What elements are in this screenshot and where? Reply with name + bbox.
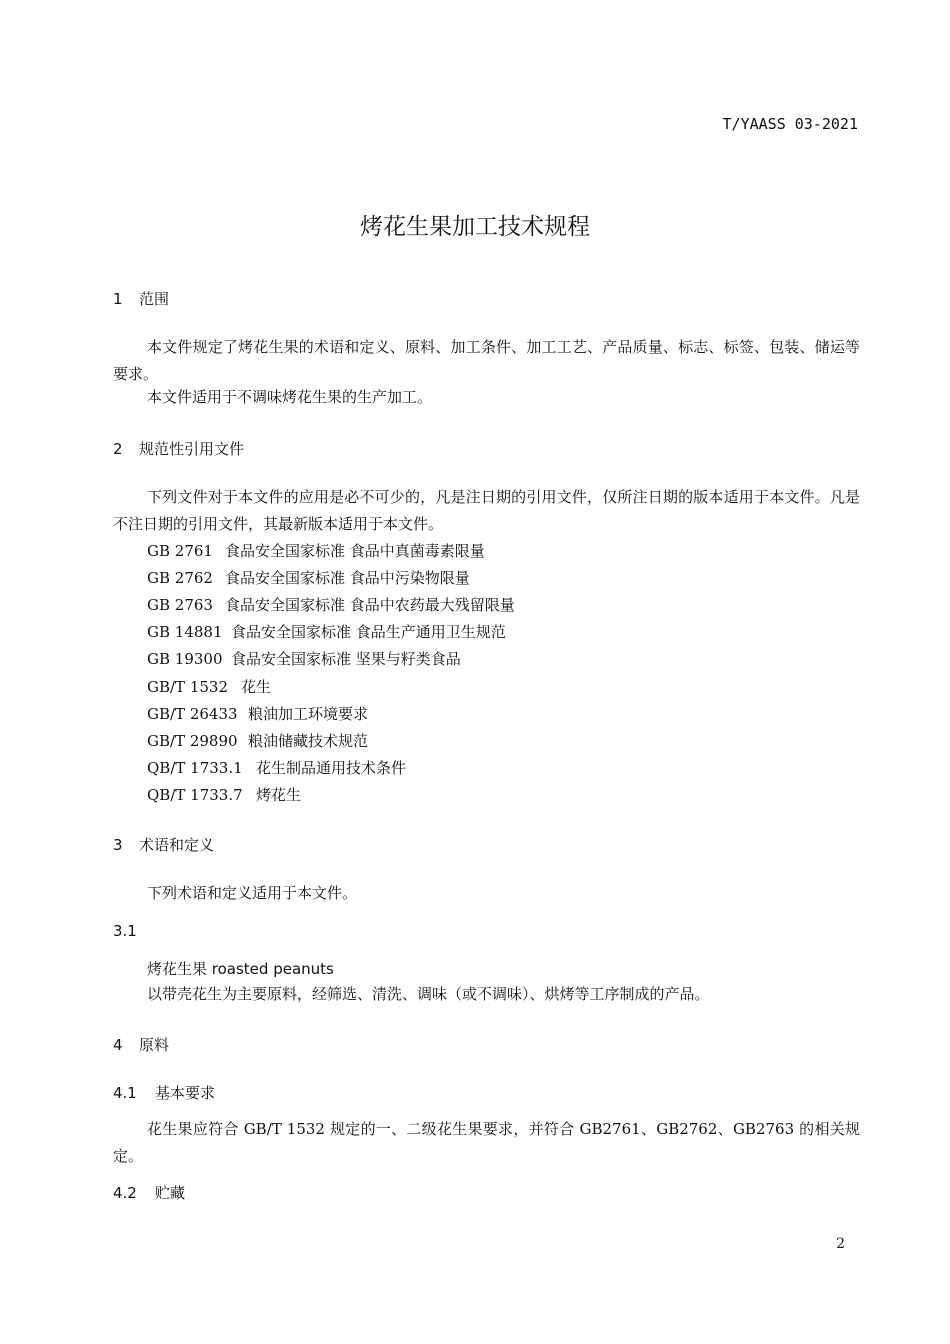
section-4-heading (113, 1034, 169, 1055)
reference-title: 食品安全国家标准 食品中农药最大残留限量 (225, 596, 515, 614)
reference-item (147, 757, 406, 778)
reference-code: GB 14881 (147, 623, 223, 641)
subsection-4-2-heading (113, 1182, 185, 1203)
reference-title: 粮油加工环境要求 (248, 705, 369, 723)
reference-code: GB/T 1532 (147, 678, 229, 696)
reference-item (147, 540, 485, 561)
reference-title: 食品安全国家标准 食品中真菌毒素限量 (225, 542, 485, 560)
term-entry: 烤花生果 roasted peanuts (147, 960, 334, 978)
subsection-title: 贮藏 (155, 1184, 186, 1202)
reference-title: 花生制品通用技术条件 (256, 759, 407, 777)
section-number: 1 (113, 290, 123, 308)
reference-code: GB 2763 (147, 596, 213, 614)
terms-intro-paragraph: 下列术语和定义适用于本文件。 (147, 884, 358, 902)
subsection-4-1-heading (113, 1082, 215, 1103)
scope-applicability-paragraph: 本文件适用于不调味烤花生果的生产加工。 (147, 388, 433, 406)
reference-title: 粮油储藏技术规范 (248, 732, 369, 750)
subsection-title: 基本要求 (155, 1084, 216, 1102)
reference-title: 花生 (241, 678, 272, 696)
subsection-3-1-number: 3.1 (113, 922, 137, 940)
standard-number: T/YAASS 03-2021 (722, 115, 858, 133)
basic-requirements-paragraph: 花生果应符合 GB/T 1532 规定的一、二级花生果要求，并符合 GB2761、GB2762、GB2763 的相关规定。 (113, 1120, 860, 1165)
reference-code: QB/T 1733.7 (147, 786, 243, 804)
reference-item (147, 648, 461, 669)
section-number: 4 (113, 1036, 123, 1054)
reference-title: 食品安全国家标准 食品中污染物限量 (225, 569, 470, 587)
subsection-number: 4.2 (113, 1184, 137, 1202)
reference-item (147, 594, 515, 615)
reference-code: GB 2761 (147, 542, 213, 560)
section-3-heading (113, 834, 214, 855)
section-title: 范围 (139, 290, 170, 308)
reference-item (147, 784, 301, 805)
reference-item (147, 730, 368, 751)
section-number: 2 (113, 440, 123, 458)
reference-code: QB/T 1733.1 (147, 759, 243, 777)
reference-item (147, 567, 470, 588)
document-title: 烤花生果加工技术规程 (360, 214, 590, 240)
term-definition: 以带壳花生为主要原料，经筛选、清洗、调味（或不调味）、烘烤等工序制成的产品。 (147, 985, 710, 1003)
reference-title: 烤花生 (256, 786, 302, 804)
reference-title: 食品安全国家标准 食品生产通用卫生规范 (231, 623, 506, 641)
subsection-number: 4.1 (113, 1084, 137, 1102)
section-1-heading (113, 288, 169, 309)
reference-code: GB/T 29890 (147, 732, 238, 750)
reference-code: GB 19300 (147, 650, 223, 668)
reference-title: 食品安全国家标准 坚果与籽类食品 (231, 650, 461, 668)
section-title: 规范性引用文件 (139, 440, 245, 458)
references-intro-paragraph: 下列文件对于本文件的应用是必不可少的，凡是注日期的引用文件，仅所注日期的版本适用于本文件。凡是不注日期的引用文件，其最新版本适用于本文件。 (113, 488, 860, 533)
reference-code: GB 2762 (147, 569, 213, 587)
section-number: 3 (113, 836, 123, 854)
reference-item (147, 703, 368, 724)
section-title: 原料 (139, 1036, 170, 1054)
reference-item (147, 676, 271, 697)
reference-code: GB/T 26433 (147, 705, 238, 723)
page-number: 2 (836, 1236, 845, 1252)
section-2-heading (113, 438, 244, 459)
section-title: 术语和定义 (139, 836, 215, 854)
scope-paragraph: 本文件规定了烤花生果的术语和定义、原料、加工条件、加工工艺、产品质量、标志、标签、包装、储运等要求。 (113, 338, 860, 383)
reference-item (147, 621, 506, 642)
